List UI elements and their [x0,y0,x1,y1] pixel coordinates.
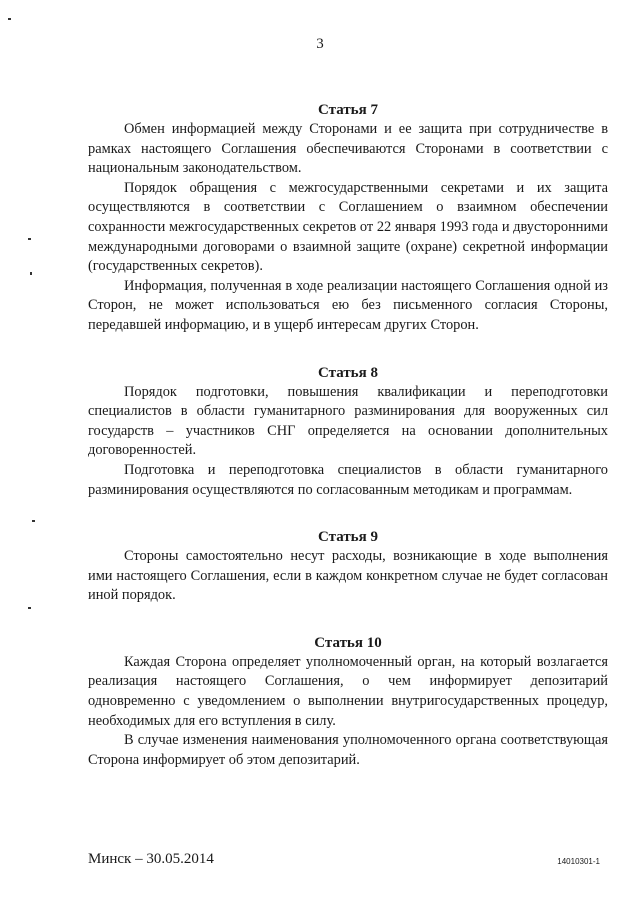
article-9 [88,527,608,606]
article-10 [88,633,608,771]
article-title: Статья 8 [318,364,378,381]
paragraph: В случае изменения наименования уполномоченного органа соответствующая Сторона информирует об этом депозитарий. [88,732,608,768]
article-8 [88,363,608,501]
paragraph: Порядок подготовки, повышения квалификации и переподготовки специалистов в области гуманитарного разминирования для вооруженных сил государств – участников СНГ определяется на основании дополнительных договоренностей. [88,383,608,459]
document-body [88,100,608,770]
paragraph: Обмен информацией между Сторонами и ее защита при сотрудничестве в рамках настоящего Соглашения обеспечиваются Сторонами в соответствии с национальным законодательством. [88,121,608,177]
paragraph: Подготовка и переподготовка специалистов в области гуманитарного разминирования осуществляются по согласованным методикам и программам. [88,461,608,498]
article-7 [88,100,608,336]
article-title: Статья 7 [318,102,378,118]
scan-speck [32,520,35,522]
paragraph: Стороны самостоятельно несут расходы, возникающие в ходе выполнения ими настоящего Соглашения, если в каждом конкретном случае не будет согласован иной порядок. [88,548,608,604]
article-title: Статья 10 [314,634,382,651]
scan-speck [8,18,11,20]
paragraph: Порядок обращения с межгосударственными секретами и их защита осуществляются в соответствии с Соглашением о взаимном обеспечении сохранности межгосударственных секретов от 22 января 1993 года и двусторонними международными договорами о взаимной защите (охране) секретной информации (государственных секретов). [88,179,608,275]
page-number: 3 [316,36,324,52]
article-title: Статья 9 [318,529,378,546]
footer-city-date: Минск – 30.05.2014 [88,851,214,867]
paragraph: Каждая Сторона определяет уполномоченный орган, на который возлагается реализация настоящего Соглашения, о чем информирует депозитарий одновременно с уведомлением о выполнении внутригосударственных процедур, необходимых для его вступления в силу. [88,653,608,729]
scan-speck [28,607,31,609]
scan-speck [30,272,32,275]
footer-doc-code: 14010301-1 [557,857,600,866]
paragraph: Информация, полученная в ходе реализации настоящего Соглашения одной из Сторон, не может использоваться ею без письменного согласия Стороны, передавшей информацию, и в ущерб интересам других Сторон. [88,277,608,333]
scan-speck [28,238,31,240]
